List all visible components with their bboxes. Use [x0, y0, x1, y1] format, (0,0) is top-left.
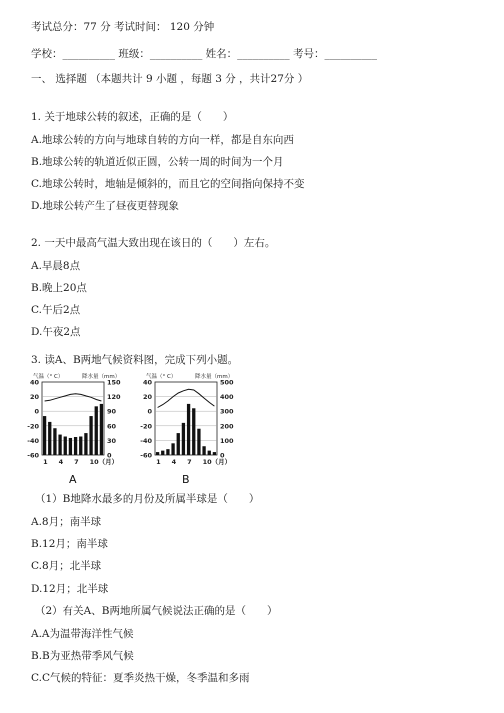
chart-a-temp-tick: -40	[27, 436, 39, 445]
chart-b-temp-tick: 20	[142, 393, 152, 402]
chart-b-precip-bar	[202, 446, 205, 455]
q3-sub1-stem: （1）B地降水最多的月份及所属半球是（ ）	[35, 493, 260, 505]
chart-b-x-tick: 4	[171, 458, 177, 466]
climate-charts	[27, 370, 250, 487]
chart-a-precip-bar	[58, 435, 61, 455]
chart-a-temp-tick: 40	[29, 378, 39, 387]
q1-stem: 1. 关于地球公转的叙述，正确的是（ ）	[31, 111, 234, 123]
chart-b-temp-tick: 40	[142, 378, 152, 387]
chart-b-precip-axis-label: 降水量（mm）	[195, 374, 234, 380]
chart-b-temp-tick: -20	[140, 422, 152, 431]
chart-b-precip-tick: 300	[220, 407, 234, 416]
chart-a-precip-bar	[100, 404, 103, 455]
chart-a-precip-bar	[43, 416, 46, 455]
chart-a-precip-tick: 120	[107, 393, 121, 402]
chart-b-temp-tick: -60	[140, 451, 152, 460]
chart-b-temp-tick: -40	[140, 436, 152, 445]
q3-stem: 3. 读A、B两地气候资料图，完成下列小题。	[31, 354, 239, 366]
exam-info: 考试总分：77 分 考试时间： 120 分钟	[31, 21, 215, 33]
q3-sub2-option-a: A.A为温带海洋性气候	[31, 628, 134, 640]
chart-a-x-tick: 1	[43, 458, 48, 466]
chart-b-precip-tick: 500	[220, 378, 234, 387]
chart-b-precip-bar	[182, 423, 185, 455]
chart-a-precip-bar	[84, 433, 87, 455]
chart-a-precip-tick: 0	[107, 451, 112, 460]
chart-a-precip-bar	[79, 437, 82, 455]
chart-a-precip-tick: 60	[107, 422, 117, 431]
chart-b-precip-bar	[187, 404, 190, 455]
chart-b-precip-bar	[192, 408, 195, 455]
chart-b-precip-bar	[197, 429, 200, 455]
chart-b-x-tick: 1	[156, 458, 161, 466]
chart-a-x-tick: 4	[58, 458, 64, 466]
q3-sub1-option-c: C.8月；北半球	[31, 560, 102, 572]
chart-b-precip-tick: 100	[220, 436, 234, 445]
chart-b-precip-tick: 0	[220, 451, 225, 460]
chart-b-x-tick: 10（月）	[202, 458, 232, 466]
chart-a-precip-bar	[95, 406, 98, 455]
chart-b-temp-axis-label: 气温（° C）	[146, 374, 177, 380]
q2-option-a: A.早晨8点	[31, 260, 81, 272]
chart-a-temp-line	[45, 394, 102, 401]
chart-a-temp-tick: -20	[27, 422, 39, 431]
chart-b-precip-bar	[156, 452, 159, 455]
chart-a-precip-bar	[64, 437, 67, 455]
q3-sub2-stem: （2）有关A、B两地所属气候说法正确的是（ ）	[35, 605, 278, 617]
chart-a-temp-tick: 0	[34, 407, 39, 416]
chart-b-frame	[155, 382, 217, 455]
chart-b-temp-line	[158, 389, 215, 407]
q2-option-d: D.午夜2点	[31, 326, 81, 338]
q2-option-c: C.午后2点	[31, 304, 81, 316]
q1-option-b: B.地球公转的轨道近似正圆，公转一周的时间为一个月	[31, 156, 284, 168]
q3-sub1-option-a: A.8月；南半球	[31, 516, 102, 528]
chart-b-precip-bar	[166, 449, 169, 455]
student-info-line: 学校：__________ 班级：__________ 姓名：__________ 考号：__________	[31, 48, 378, 60]
chart-b-precip-bar	[171, 443, 174, 455]
q3-sub1-option-d: D.12月；北半球	[31, 583, 109, 595]
chart-a-precip-tick: 150	[107, 378, 121, 387]
chart-a-precip-bar	[89, 416, 92, 455]
chart-b-precip-bar	[177, 433, 180, 455]
chart-b-x-tick: 7	[187, 458, 192, 466]
chart-a-name-label: A	[69, 473, 77, 486]
chart-b-name-label: B	[182, 473, 190, 486]
chart-b-temp-tick: 0	[147, 407, 152, 416]
chart-b-precip-bar	[213, 452, 216, 455]
q1-option-d: D.地球公转产生了昼夜更替现象	[31, 200, 179, 212]
chart-a-precip-tick: 90	[107, 407, 117, 416]
q2-stem: 2. 一天中最高气温大致出现在该日的（ ）左右。	[31, 237, 276, 249]
chart-a-precip-bar	[69, 438, 72, 455]
q1-option-c: C.地球公转时，地轴是倾斜的，而且它的空间指向保持不变	[31, 178, 305, 190]
chart-a-temp-axis-label: 气温（° C）	[33, 374, 64, 380]
chart-a-precip-axis-label: 降水量（mm）	[82, 374, 121, 380]
chart-a-precip-bar	[53, 428, 56, 455]
q2-option-b: B.晚上20点	[31, 282, 87, 294]
chart-a-x-tick: 10（月）	[89, 458, 119, 466]
section-title: 一、 选择题 （本题共计 9 小题 ，每题 3 分 ，共计27分 ）	[31, 73, 309, 85]
chart-b-precip-tick: 400	[220, 393, 234, 402]
q3-sub1-option-b: B.12月；南半球	[31, 538, 108, 550]
chart-a-precip-bar	[48, 422, 51, 455]
q3-sub2-option-c: C.C气候的特征：夏季炎热干燥，冬季温和多雨	[31, 672, 250, 684]
chart-b-precip-bar	[161, 451, 164, 455]
q3-sub2-option-b: B.B为亚热带季风气候	[31, 650, 134, 662]
climate-charts-svg	[27, 370, 250, 487]
chart-a-precip-tick: 30	[107, 436, 117, 445]
chart-a-temp-tick: 20	[29, 393, 39, 402]
chart-a-precip-bar	[74, 437, 77, 455]
chart-b-precip-bar	[208, 451, 211, 455]
chart-b-precip-tick: 200	[220, 422, 234, 431]
chart-a-temp-tick: -60	[27, 451, 39, 460]
q1-option-a: A.地球公转的方向与地球自转的方向一样，都是自东向西	[31, 134, 294, 146]
chart-a-x-tick: 7	[74, 458, 79, 466]
